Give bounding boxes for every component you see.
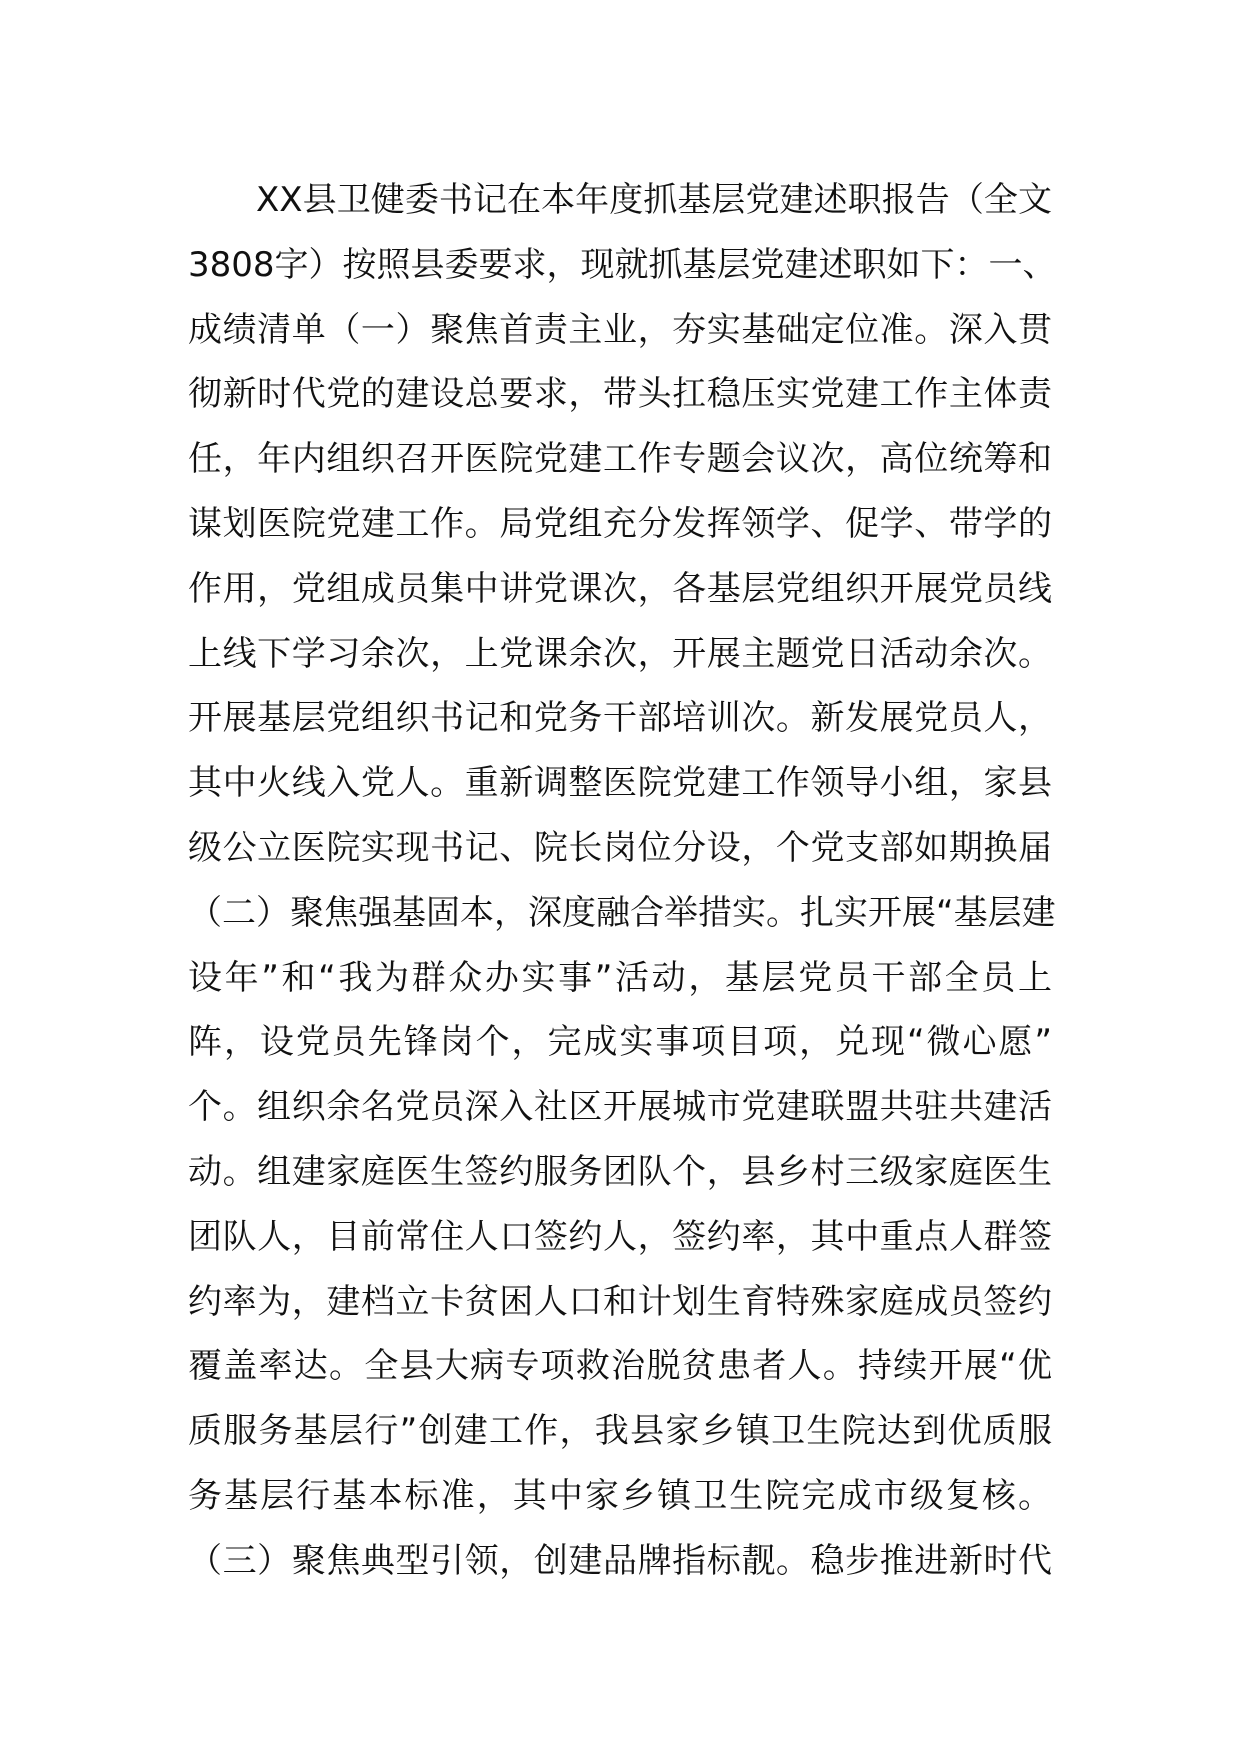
body-line: 动。组建家庭医生签约服务团队个，县乡村三级家庭医生 (188, 1151, 1052, 1192)
body-line: 阵，设党员先锋岗个，完成实事项目项，兑现“微心愿” (188, 1022, 1052, 1063)
body-line: 上线下学习余次，上党课余次，开展主题党日活动余次。 (188, 633, 1052, 674)
body-line: 彻新时代党的建设总要求，带头扛稳压实党建工作主体责 (188, 374, 1052, 415)
body-line: 约率为，建档立卡贫困人口和计划生育特殊家庭成员签约 (188, 1281, 1052, 1322)
body-line: （二）聚焦强基固本，深度融合举措实。扎实开展“基层建 (188, 892, 1056, 933)
body-line: 成绩清单（一）聚焦首责主业，夯实基础定位准。深入贯 (188, 309, 1052, 350)
body-line: 设年”和“我为群众办实事”活动，基层党员干部全员上 (188, 957, 1052, 998)
body-line: 级公立医院实现书记、院长岗位分设，个党支部如期换届 (188, 827, 1052, 868)
body-line: 质服务基层行”创建工作，我县家乡镇卫生院达到优质服 (188, 1411, 1052, 1452)
body-line: 其中火线入党人。重新调整医院党建工作领导小组，家县 (188, 763, 1052, 804)
body-line: 覆盖率达。全县大病专项救治脱贫患者人。持续开展“优 (188, 1346, 1052, 1387)
body-line: XX县卫健委书记在本年度抓基层党建述职报告（全文 (256, 180, 1052, 220)
body-line: 团队人，目前常住人口签约人，签约率，其中重点人群签 (188, 1216, 1052, 1257)
body-line: 务基层行基本标准，其中家乡镇卫生院完成市级复核。 (188, 1475, 1052, 1516)
report-body (188, 168, 1057, 1594)
body-line: （三）聚焦典型引领，创建品牌指标靓。稳步推进新时代 (188, 1540, 1052, 1581)
body-line: 任，年内组织召开医院党建工作专题会议次，高位统筹和 (188, 439, 1052, 480)
body-line: 3808字）按照县委要求，现就抓基层党建述职如下：一、 (188, 244, 1057, 285)
body-line: 作用，党组成员集中讲党课次，各基层党组织开展党员线 (188, 568, 1052, 609)
body-line: 谋划医院党建工作。局党组充分发挥领学、促学、带学的 (188, 503, 1052, 544)
body-line: 开展基层党组织书记和党务干部培训次。新发展党员人， (188, 698, 1052, 739)
body-line: 个。组织余名党员深入社区开展城市党建联盟共驻共建活 (188, 1087, 1052, 1128)
